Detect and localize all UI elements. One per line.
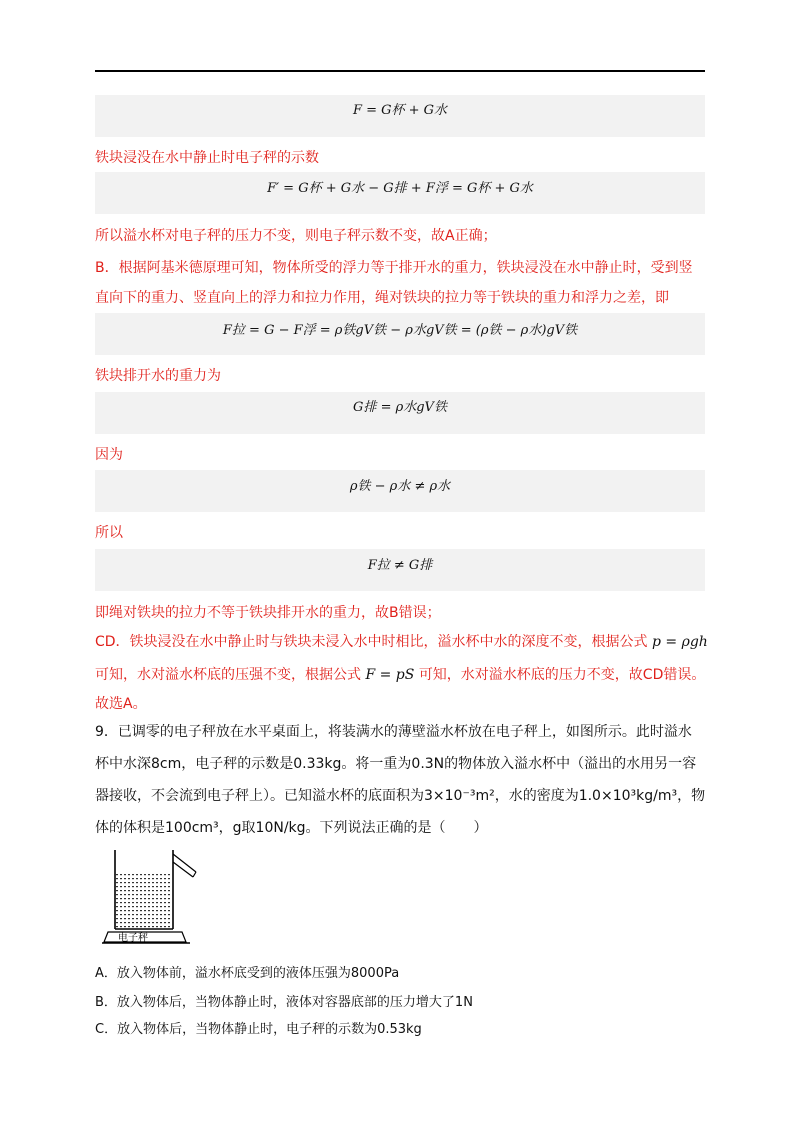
formula-6: F拉 ≠ G排 (367, 558, 433, 573)
formula-box-5 (95, 470, 705, 512)
solution-line-1: 铁块浸没在水中静止时电子秤的示数 (95, 150, 319, 166)
solution-line-8: 即绳对铁块的拉力不等于铁块排开水的重力，故B错误； (95, 605, 441, 621)
spout-end (193, 872, 196, 877)
spout-upper (173, 854, 196, 872)
solution-line-7: 所以 (95, 525, 123, 541)
option-c: C．放入物体后，当物体静止时，电子秤的示数为0.53kg (95, 1022, 422, 1037)
force-formula: F = pS (365, 667, 415, 683)
solution-line-10-text-b: 可知，水对溢水杯底的压力不变，故CD错误。 (418, 667, 706, 683)
question-line-1: 9．已调零的电子秤放在水平桌面上，将装满水的薄壁溢水杯放在电子秤上，如图所示。此时溢水 (95, 724, 692, 740)
header-rule (95, 70, 705, 72)
solution-line-2: 所以溢水杯对电子秤的压力不变，则电子秤示数不变，故A正确； (95, 228, 497, 244)
pressure-formula: p = ρgh (652, 634, 708, 650)
formula-4: G排 = ρ水gV铁 (353, 400, 447, 415)
water-fill (116, 872, 172, 928)
option-a: A．放入物体前，溢水杯底受到的液体压强为8000Pa (95, 966, 400, 981)
formula-box-1 (95, 95, 705, 137)
solution-line-3: B．根据阿基米德原理可知，物体所受的浮力等于排开水的重力，铁块浸没在水中静止时，受到竖 (95, 260, 693, 276)
formula-box-4 (95, 392, 705, 434)
formula-box-2 (95, 172, 705, 214)
solution-line-4: 直向下的重力、竖直向上的浮力和拉力作用，绳对铁块的拉力等于铁块的重力和浮力之差，即 (95, 290, 669, 306)
question-line-3: 器接收，不会流到电子秤上）。已知溢水杯的底面积为3×10⁻³m²，水的密度为1.0×10³kg/m³，物 (95, 788, 706, 804)
question-line-2: 杯中水深8cm，电子秤的示数是0.33kg。将一重为0.3N的物体放入溢水杯中（溢出的水用另一容 (95, 756, 697, 772)
formula-box-3 (95, 313, 705, 355)
formula-1: F = G杯 + G水 (352, 103, 448, 118)
formula-box-6 (95, 549, 705, 591)
formula-3: F拉 = G − F浮 = ρ铁gV铁 − ρ水gV铁 = (ρ铁 − ρ水)gV铁 (222, 323, 578, 338)
formula-5: ρ铁 − ρ水 ≠ ρ水 (349, 479, 451, 494)
overflow-cup-figure (100, 846, 220, 948)
solution-line-10 (95, 665, 705, 685)
figure-label: 电子秤 (118, 933, 148, 944)
solution-line-10-text-a: 可知，水对溢水杯底的压强不变，根据公式 (95, 667, 361, 683)
question-line-4: 体的体积是100cm³，g取10N/kg。下列说法正确的是（ ） (95, 820, 488, 836)
solution-line-11: 故选A。 (95, 696, 147, 712)
solution-line-5: 铁块排开水的重力为 (95, 368, 221, 384)
solution-line-6: 因为 (95, 447, 123, 463)
solution-line-9-text: CD．铁块浸没在水中静止时与铁块未浸入水中时相比，溢水杯中水的深度不变，根据公式 (95, 634, 648, 650)
spout-lower (173, 862, 193, 877)
option-b: B．放入物体后，当物体静止时，液体对容器底部的压力增大了1N (95, 995, 473, 1010)
solution-line-9 (95, 632, 708, 652)
formula-2: F′ = G杯 + G水 − G排 + F浮 = G杯 + G水 (267, 181, 533, 196)
